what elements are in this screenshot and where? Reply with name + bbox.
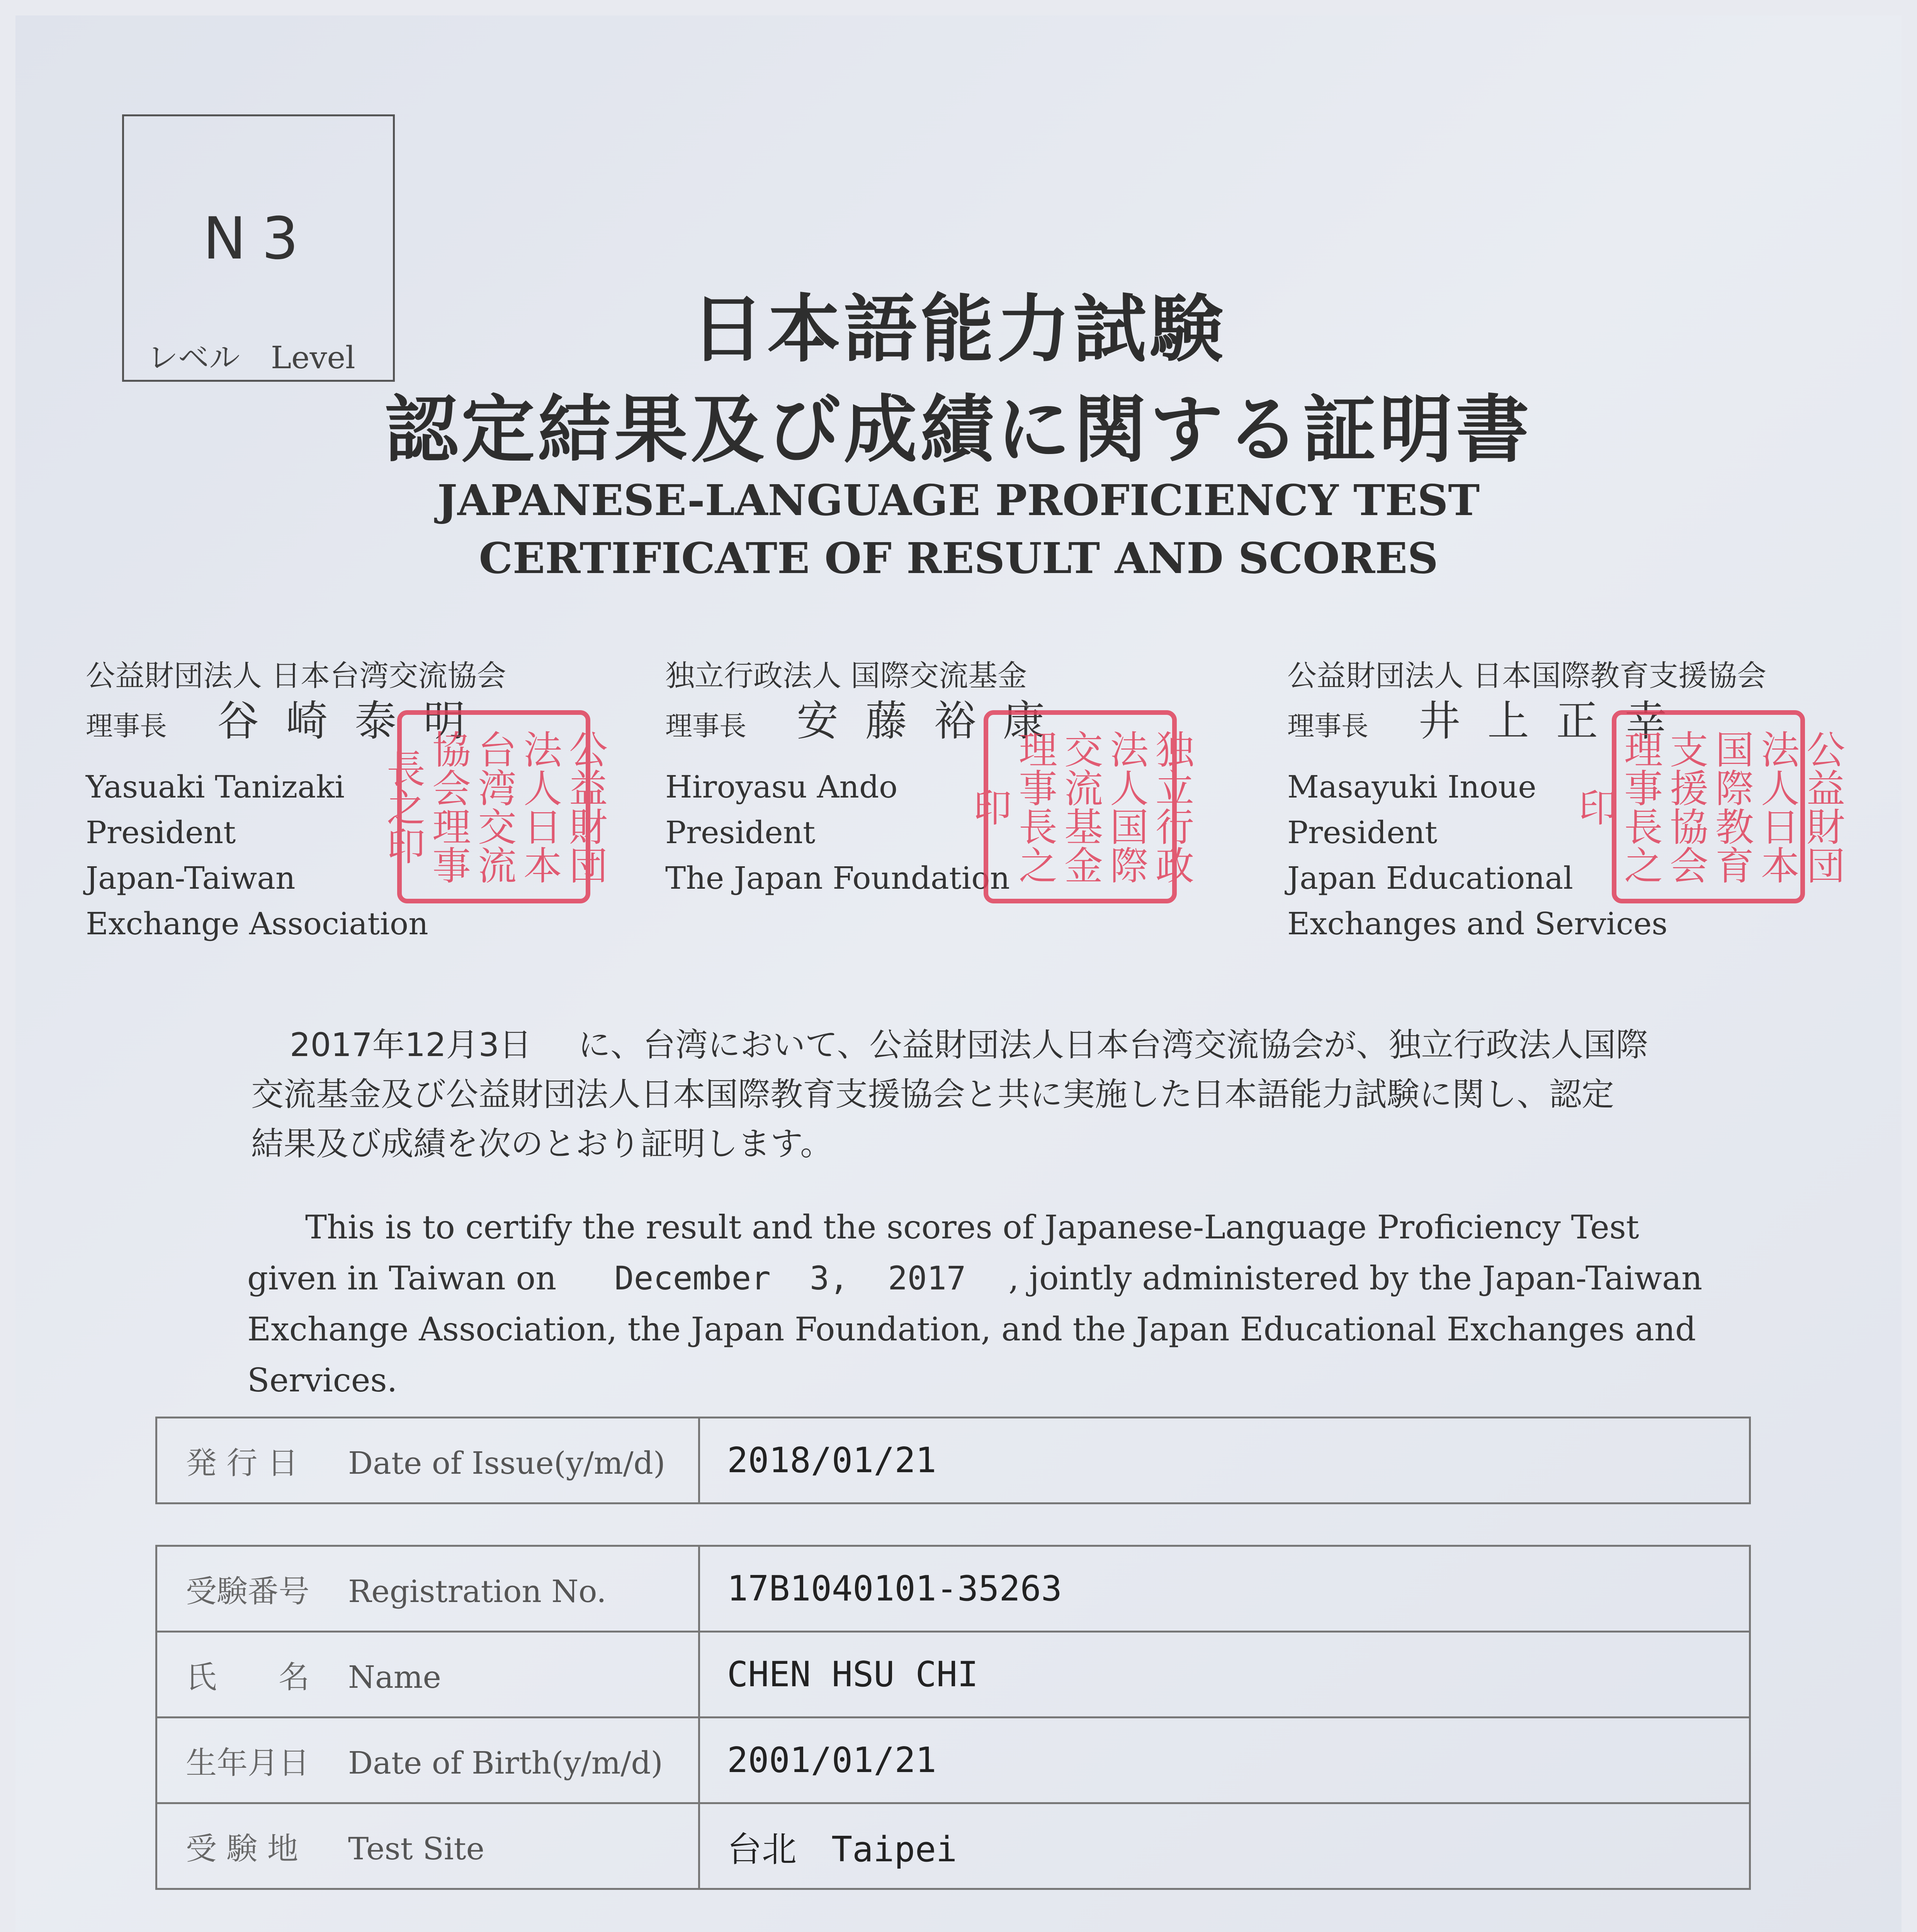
table-row: 氏 名 Name CHEN HSU CHI bbox=[156, 1632, 1750, 1718]
signatory-1: 公益財団法人 日本台湾交流協会 理事長 谷崎泰明 Yasuaki Tanizaki President Japan-Taiwan Exchange Association bbox=[86, 658, 506, 942]
statement-en: This is to certify the result and the scores of Japanese-Language Proficiency Test given in Taiwan on December 3, 2017 , jointly administered by the Japan-Taiwan Exchange Association, the Japan Foundation, and the Japan Educational Exchanges and Services. bbox=[247, 1208, 1703, 1399]
issue-table bbox=[155, 1417, 1751, 1504]
table-row: 生年月日 Date of Birth(y/m/d) 2001/01/21 bbox=[156, 1718, 1750, 1803]
signatory-2: 独立行政法人 国際交流基金 理事長 安藤裕康 Hiroyasu Ando President The Japan Foundation bbox=[665, 658, 1072, 896]
level-box-label: レベル Level bbox=[147, 340, 355, 376]
statement-jp: 2017年12月3日 に、台湾において、公益財団法人日本台湾交流協会が、独立行政法人国際 交流基金及び公益財団法人日本国際教育支援協会と共に実施した日本語能力試験に関し、認定 結果及び成績を次のとおり証明します。 bbox=[251, 1026, 1648, 1163]
seal-jees: 公益財団法人日本国際教育支援協会理事長之印 bbox=[1612, 710, 1805, 903]
table-row: 受験番号 Registration No. 17B1040101-35263 bbox=[156, 1546, 1750, 1632]
signatory-3: 公益財団法人 日本国際教育支援協会 理事長 井上正幸 Masayuki Inoue President Japan Educational Exchanges and Services bbox=[1287, 658, 1767, 942]
title-jp-line1: 日本語能力試験 bbox=[690, 286, 1226, 372]
level-box-value: N3 bbox=[203, 205, 314, 272]
seal-japan-taiwan: 公益財団法人日本台湾交流協会理事長之印 bbox=[397, 710, 590, 903]
seal-japan-foundation: 独立行政法人国際交流基金理事長之印 bbox=[984, 710, 1177, 903]
issue-row: 発 行 日 Date of Issue(y/m/d) 2018/01/21 bbox=[156, 1418, 1750, 1503]
title-jp-line2: 認定結果及び成績に関する証明書 bbox=[384, 386, 1532, 473]
title-en-line1: JAPANESE-LANGUAGE PROFICIENCY TEST bbox=[437, 475, 1480, 525]
table-row: 受 験 地 Test Site 台北 Taipei bbox=[156, 1803, 1750, 1889]
personal-table bbox=[155, 1545, 1751, 1890]
title-en-line2: CERTIFICATE OF RESULT AND SCORES bbox=[479, 533, 1438, 583]
